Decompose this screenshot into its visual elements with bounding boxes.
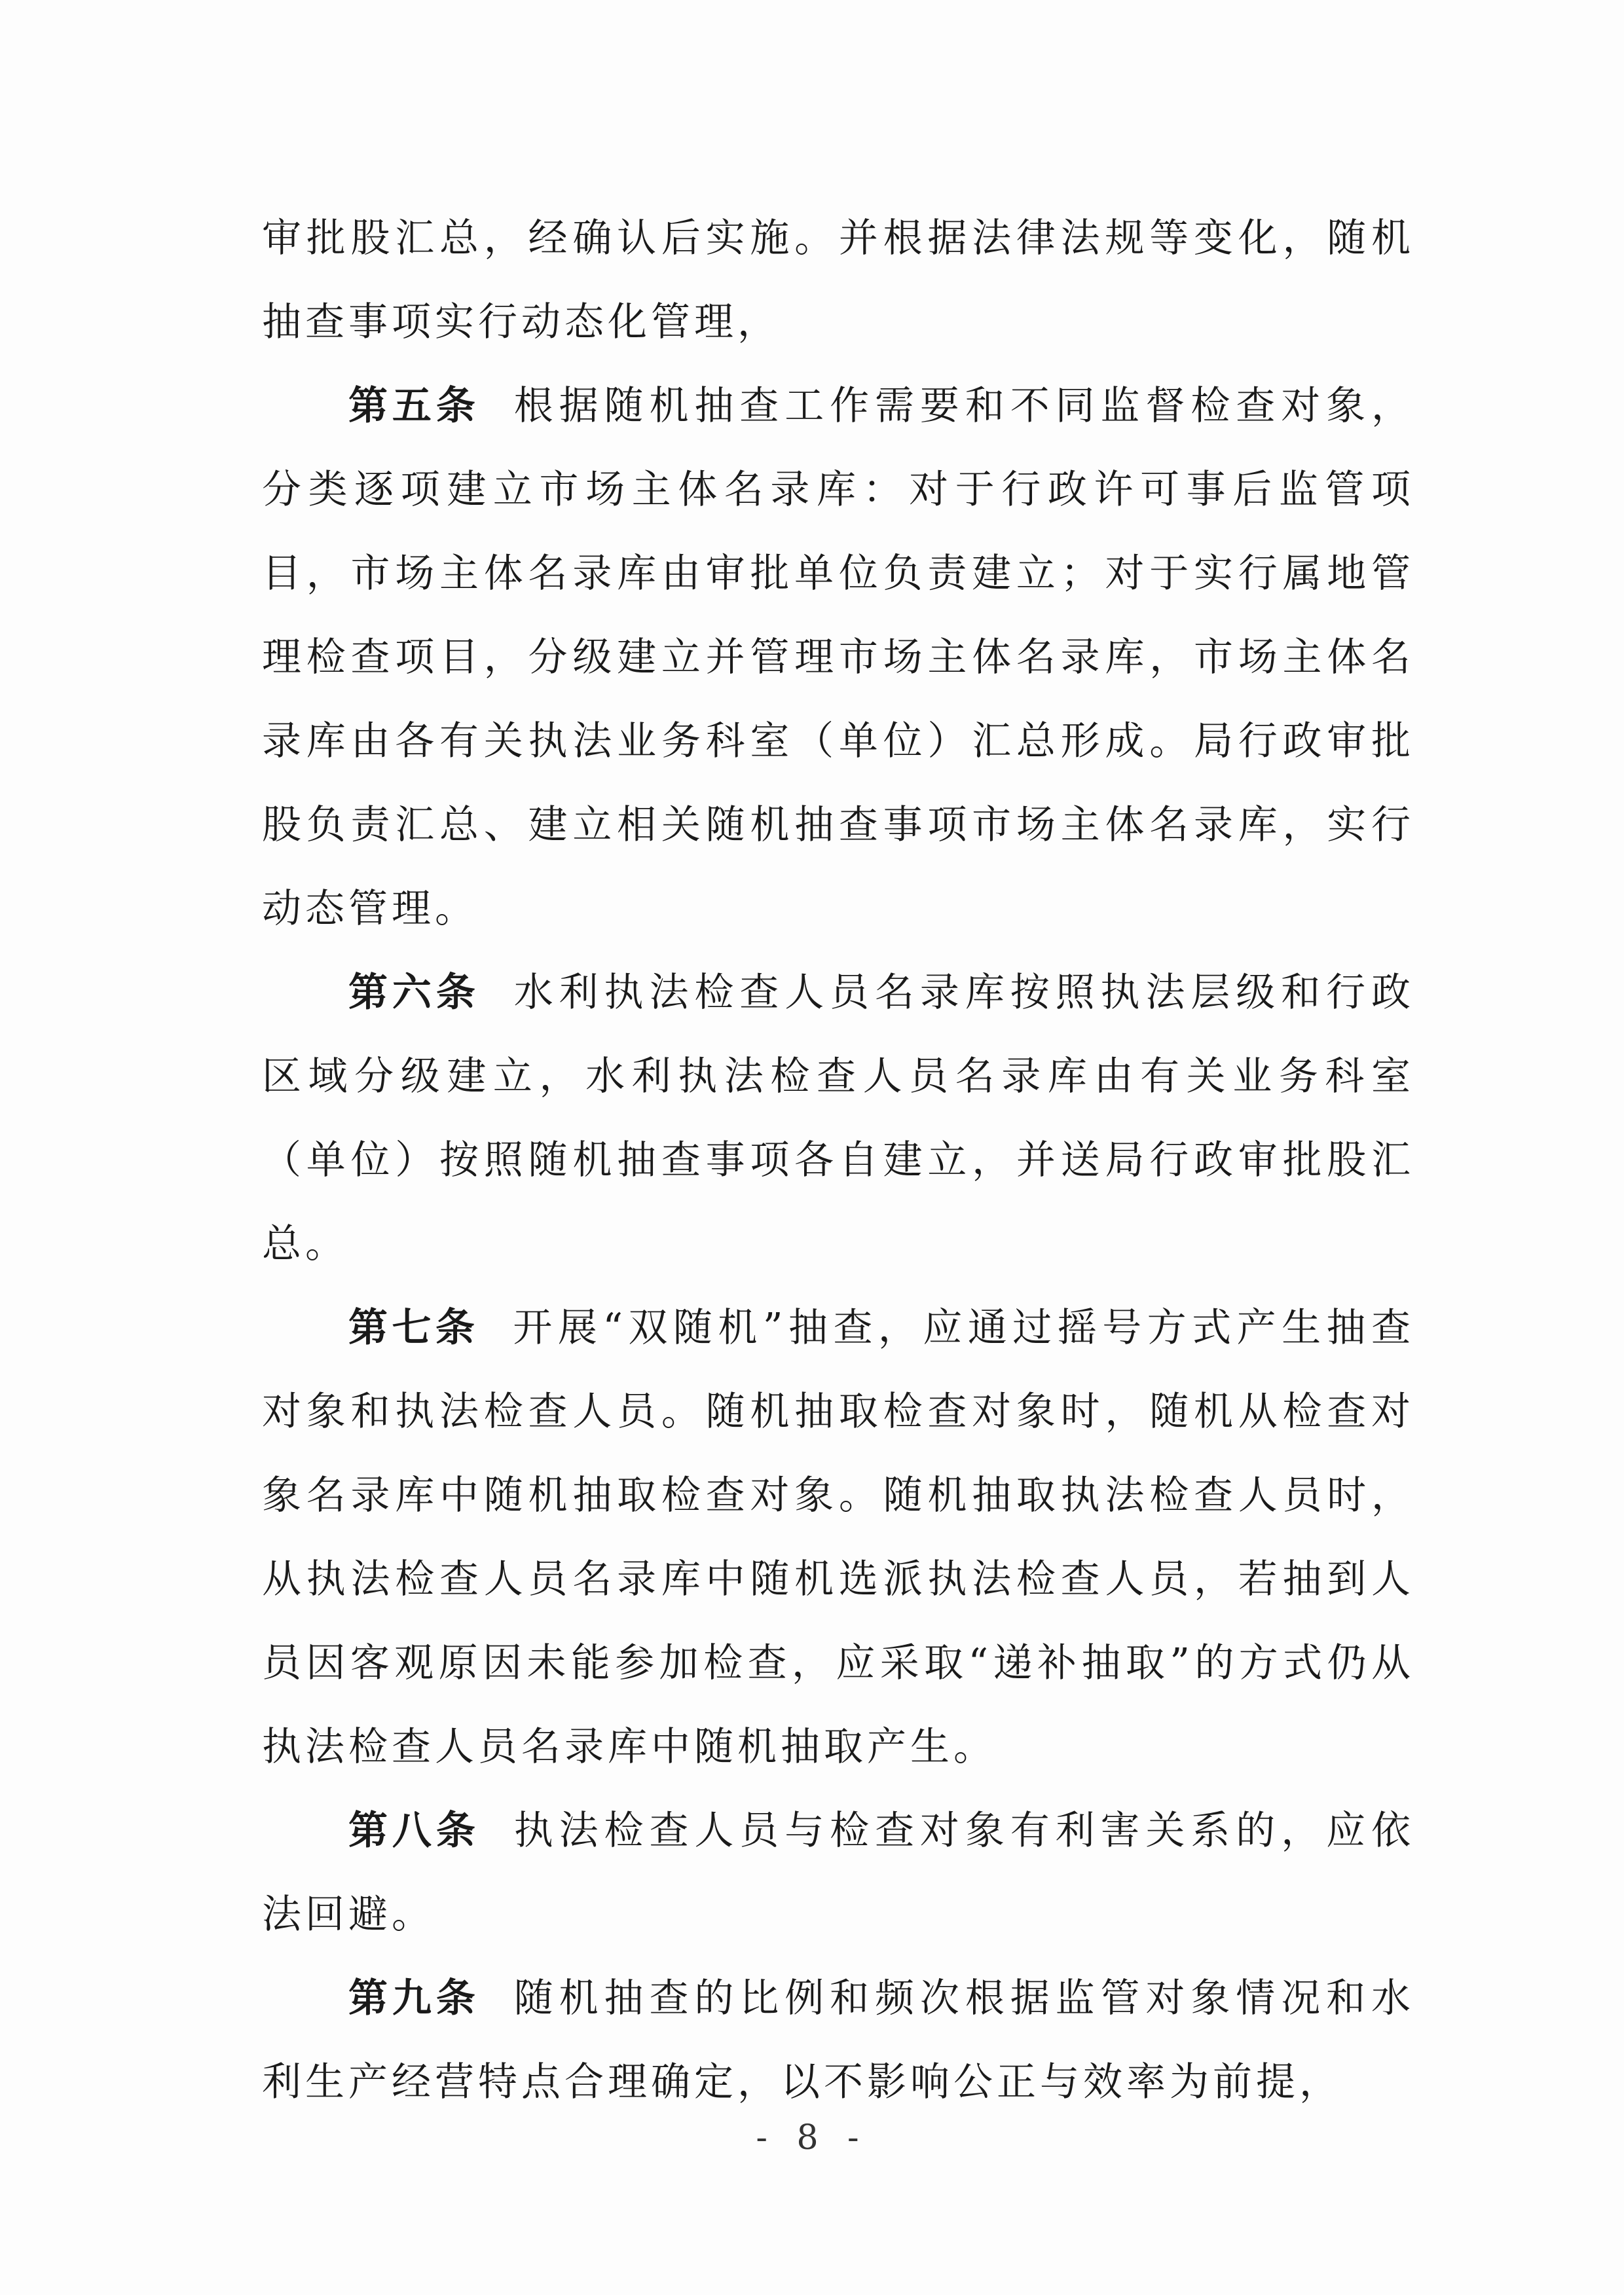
article-text: 执法检查人员与检查对象有利害关系的，应依法回避。 xyxy=(262,1808,1415,1937)
article-heading: 第五条 xyxy=(348,383,480,429)
article-text: 开展“双随机”抽查，应通过摇号方式产生抽查对象和执法检查人员。随机抽取检查对象时，随机从检查对象名录库中随机抽取检查对象。随机抽取执法检查人员时，从执法检查人员名录库中随机选派执法检查人员，若抽到人员因客观原因未能参加检查，应采取“递补抽取”的方式仍从执法检查人员名录库中随机抽取产生。 xyxy=(262,1305,1414,1770)
article-8 xyxy=(262,1789,1414,1956)
article-heading: 第八条 xyxy=(348,1808,480,1854)
article-6 xyxy=(262,951,1414,1286)
article-text: 随机抽查的比例和频次根据监管对象情况和水利生产经营特点合理确定，以不影响公正与效率为前提， xyxy=(262,1975,1415,2105)
paragraph-text: 审批股汇总，经确认后实施。并根据法律法规等变化，随机抽查事项实行动态化管理， xyxy=(262,215,1414,345)
article-9 xyxy=(262,1956,1414,2124)
article-5 xyxy=(262,364,1414,951)
article-heading: 第六条 xyxy=(348,970,480,1016)
article-text: 水利执法检查人员名录库按照执法层级和行政区域分级建立，水利执法检查人员名录库由有关业务科室（单位）按照随机抽查事项各自建立，并送局行政审批股汇总。 xyxy=(262,970,1415,1267)
article-heading: 第七条 xyxy=(348,1305,479,1351)
page-number: - 8 - xyxy=(756,2118,868,2157)
document-body xyxy=(262,196,1414,2124)
article-heading: 第九条 xyxy=(348,1975,480,2021)
paragraph-continuation xyxy=(262,196,1414,364)
article-text: 根据随机抽查工作需要和不同监督检查对象，分类逐项建立市场主体名录库：对于行政许可事后监管项目，市场主体名录库由审批单位负责建立；对于实行属地管理检查项目，分级建立并管理市场主体名录库，市场主体名录库由各有关执法业务科室（单位）汇总形成。局行政审批股负责汇总、建立相关随机抽查事项市场主体名录库，实行动态管理。 xyxy=(262,383,1415,932)
article-7 xyxy=(262,1286,1414,1789)
